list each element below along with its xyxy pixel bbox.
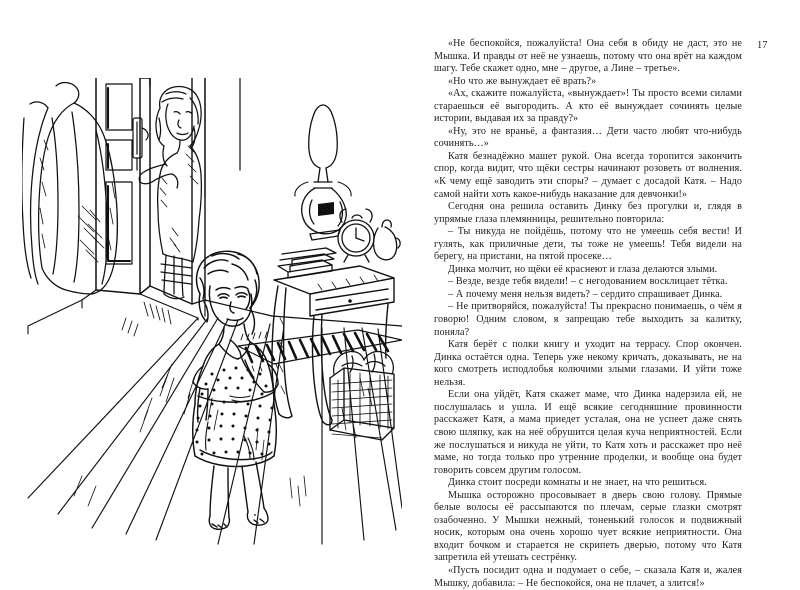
paragraph: – Ты никуда не пойдёшь, потому что не умеешь себя вести! И гулять, как приличные дети, ты тоже не умеешь! Тебя видели на берегу, на пристани, на пятой просеке… [434, 226, 742, 263]
paragraph: Катя берёт с полки книгу и уходит на террасу. Спор окончен. Динка остаётся одна. Теперь уже некому кричать, доказывать, не на кого смотреть исподлобья колючими злыми глазами. И уйти тоже нельзя. [434, 339, 742, 388]
alarm-clock-icon [338, 209, 374, 262]
paragraph: «Ну, это не враньё, а фантазия… Дети часто любят что-нибудь сочинять…» [434, 125, 742, 150]
floorboards [28, 318, 402, 544]
dress-shading [206, 396, 254, 460]
paragraph: – Не притворяйся, пожалуйста! Ты прекрасно понимаешь, о чём я говорю! Одним словом, я запрещаю тебе выходить за калитку, поняла? [434, 301, 742, 338]
paragraph: – А почему меня нельзя видеть? – сердито спрашивает Динка. [448, 288, 723, 300]
door-panels [106, 84, 132, 264]
hanging-coats-icon [22, 83, 117, 294]
paragraph: «Ах, скажите пожалуйста, «вынуждает»! Ты просто всеми силами стараешься её выгородить. А кто её вынуждает сочинять целые истории, выдавая их за правду?» [434, 88, 742, 125]
paragraph: Сегодня она решила оставить Динку без прогулки и, глядя в упрямые глаза племянницы, решительно повторила: [434, 201, 742, 225]
kerosene-lamp-icon [302, 105, 347, 240]
page-number: 17 [757, 40, 768, 51]
girl-legs [209, 462, 268, 529]
paragraph: Катя безнадёжно машет рукой. Она всегда торопится закончить спор, когда видит, что щёки сестры начинают розоветь от волнения. «К чему ещё заводить эти споры? – думает с досадой Катя. – Надо самой найти хоть какое-нибудь наказание для девчонки!» [434, 150, 742, 200]
paragraph: Динка стоит посреди комнаты и не знает, на что решиться. [448, 477, 707, 489]
body-text-column [434, 38, 742, 589]
paragraph: Если она уйдёт, Катя скажет маме, что Динка надерзила ей, не послушалась и ушла. И ещё всякие сегодняшние провинности расскажет Катя, а мама приедет усталая, она не успеет даже снять свою шляпку, как на неё обрушится целая куча неприятностей. Если же послушаться и никуда не уйти, то Катя хоть и расскажет про неё маме, но тогда только про утренние проделки, и вообще она будет говорить совсем другим голосом. [434, 389, 742, 476]
door-panel-shadow [108, 88, 130, 261]
paragraph: Мышка осторожно просовывает в дверь свою голову. Прямые белые волосы её рассыпаются по плечам, серые глазки смотрят озабоченно. У Мышки нежный, тоненький голосок и подвижный носик, которым она очень хорошо чует всякие неприятности. Она входит бочком и старается не скрипеть дверью, потому что Катя запретила ей утешать сестрёнку. [434, 489, 742, 564]
baseboard [28, 290, 198, 334]
jug-icon [374, 220, 401, 260]
paragraph: Динка молчит, но щёки её краснеют и глаза делаются злыми. [448, 263, 718, 275]
stack-of-books [278, 248, 336, 278]
paragraph: «Но что же вынуждает её врать?» [448, 75, 597, 87]
door-threshold-shadow [122, 302, 171, 336]
lamp-bracket [295, 182, 351, 196]
paragraph: «Пусть посидит одна и подумает о себе, – сказала Катя и, жалея Мышку, добавила: – Не беспокойся, она не плачет, а злится!» [434, 564, 742, 589]
girl-arms [193, 340, 278, 422]
basket-weave [332, 372, 392, 438]
paragraph: «Не беспокойся, пожалуйста! Она себя в обиду не даст, это не Мышка. И правды от неё не узнаешь, потому что она врёт на каждом шагу. Тебе скажет одно, мне – другое, а Лине – третье». [434, 38, 742, 75]
paragraph: – Везде, везде тебя видели! – с негодованием восклицает тётка. [448, 276, 728, 288]
standing-girl [197, 251, 260, 344]
illustration [22, 78, 402, 548]
